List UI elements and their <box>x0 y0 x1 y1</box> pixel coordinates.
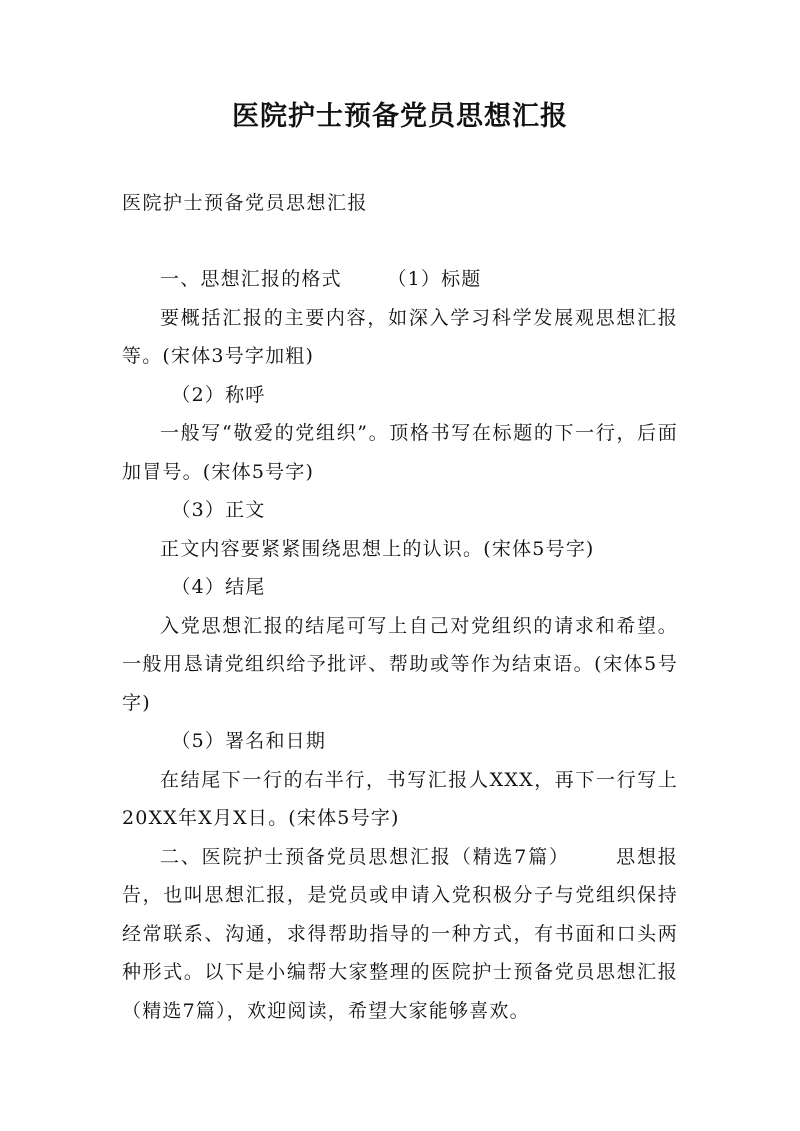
document-subtitle: 医院护士预备党员思想汇报 <box>122 192 369 214</box>
section-two-intro: 思想报告，也叫思想汇报，是党员或申请入党积极分子与党组织保持经常联系、沟通，求得帮助指导的一种方式，有书面和口头两种形式。以下是小编帮大家整理的医院护士预备党员思想汇报（精选7篇），欢迎阅读，希望大家能够喜欢。 <box>122 845 678 1022</box>
item-salutation-heading: （2）称呼 <box>171 383 266 406</box>
item-title-heading: （1）标题 <box>387 268 482 290</box>
paragraph-format-heading <box>122 260 678 299</box>
paragraph-signature-desc: 在结尾下一行的右半行，书写汇报人XXX，再下一行写上20XX年X月X日。(宋体5号字) <box>122 768 678 829</box>
document-title: 医院护士预备党员思想汇报 <box>232 101 568 132</box>
section-two-heading: 二、医院护士预备党员思想汇报（精选7篇） <box>160 845 570 868</box>
item-signature-heading: （5）署名和日期 <box>171 730 327 752</box>
paragraph-ending-desc: 入党思想汇报的结尾可写上自己对党组织的请求和希望。一般用恳请党组织给予批评、帮助或等作为结束语。(宋体5号字) <box>122 614 678 714</box>
document-body <box>122 260 678 1030</box>
section-one-heading: 一、思想汇报的格式 <box>160 268 342 290</box>
paragraph-body-desc: 正文内容要紧紧围绕思想上的认识。(宋体5号字) <box>160 537 595 560</box>
item-body-heading: （3）正文 <box>171 499 266 521</box>
paragraph-salutation-desc: 一般写“敬爱的党组织”。顶格书写在标题的下一行，后面加冒号。(宋体5号字) <box>122 422 678 483</box>
paragraph-title-desc: 要概括汇报的主要内容，如深入学习科学发展观思想汇报等。(宋体3号字加粗) <box>122 306 678 367</box>
item-ending-heading: （4）结尾 <box>171 576 266 598</box>
paragraph-section-two <box>122 838 678 1031</box>
